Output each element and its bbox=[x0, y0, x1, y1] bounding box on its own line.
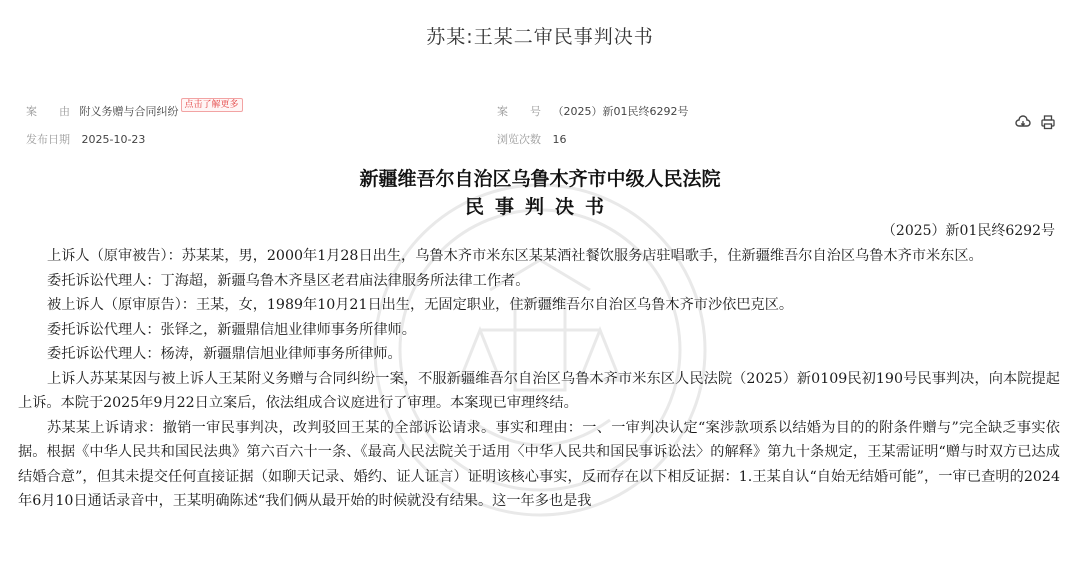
paragraph: 委托诉讼代理人：杨涛，新疆鼎信旭业律师事务所律师。 bbox=[47, 346, 402, 362]
caseno-value: （2025）新01民终6292号 bbox=[552, 105, 689, 118]
views-label: 浏览次数 bbox=[497, 133, 541, 146]
date-label: 发布日期 bbox=[26, 133, 70, 146]
paragraph: 委托诉讼代理人：张铎之，新疆鼎信旭业律师事务所律师。 bbox=[47, 321, 416, 338]
learn-more-tag[interactable]: 点击了解更多 bbox=[181, 98, 243, 112]
paragraph: 被上诉人（原审原告）：王某，女，1989年10月21日出生，无固定职业，住新疆维吾尔自治区乌鲁木齐市沙依巴克区。 bbox=[47, 297, 794, 313]
paragraph: 上诉人（原审被告）：苏某某，男，2000年1月28日出生，乌鲁木齐市米东区某某酒社餐饮服务店驻唱歌手，住新疆维吾尔自治区乌鲁木齐市米东区。 bbox=[47, 248, 983, 264]
cause-label: 案 由 bbox=[26, 105, 70, 118]
date-value: 2025-10-23 bbox=[81, 133, 146, 146]
paragraph: 委托诉讼代理人：丁海超，新疆乌鲁木齐垦区老君庙法律服务所法律工作者。 bbox=[47, 272, 530, 289]
views-row bbox=[497, 131, 567, 147]
download-icon[interactable] bbox=[1015, 116, 1036, 134]
paragraph: 上诉人苏某某因与被上诉人王某附义务赠与合同纠纷一案，不服新疆维吾尔自治区乌鲁木齐市米东区人民法院（2025）新0109民初190号民事判决，向本院提起上诉。本院于2025年9月22日立案后，依法组成合议庭进行了审理。本案现已审理终结。 bbox=[18, 370, 1060, 411]
cause-row bbox=[26, 100, 243, 119]
print-icon[interactable] bbox=[1040, 116, 1056, 134]
views-value: 16 bbox=[552, 133, 567, 146]
page-title: 苏某:王某二审民事判决书 bbox=[426, 26, 654, 48]
court-name: 新疆维吾尔自治区乌鲁木齐市中级人民法院 bbox=[359, 168, 721, 190]
toolbar bbox=[1011, 114, 1056, 134]
document-type: 民事判决书 bbox=[464, 196, 615, 218]
cause-value: 附义务赠与合同纠纷 bbox=[79, 105, 179, 118]
judgment-body bbox=[18, 244, 1060, 514]
date-row bbox=[26, 131, 145, 147]
caseno-label: 案 号 bbox=[497, 105, 541, 118]
case-number: （2025）新01民终6292号 bbox=[881, 223, 1055, 239]
paragraph: 苏某某上诉请求：撤销一审民事判决，改判驳回王某的全部诉讼请求。事实和理由：一、一审判决认定“案涉款项系以结婚为目的的附条件赠与”完全缺乏事实依据。根据《中华人民共和国民法典》第六百六十一条、《最高人民法院关于适用〈中华人民共和国民事诉讼法〉的解释》第九十条规定，王某需证明“赠与时双方已达成结婚合意”，但其未提交任何直接证据（如聊天记录、婚约、证人证言）证明该核心事实，反而存在以下相反证据：1.王某自认“自始无结婚可能”，一审已查明的2024年6月10日通话录音中，王某明确陈述“我们俩从最开始的时候就没有结果。这一年多也是我 bbox=[18, 419, 1060, 509]
caseno-row bbox=[497, 103, 689, 119]
